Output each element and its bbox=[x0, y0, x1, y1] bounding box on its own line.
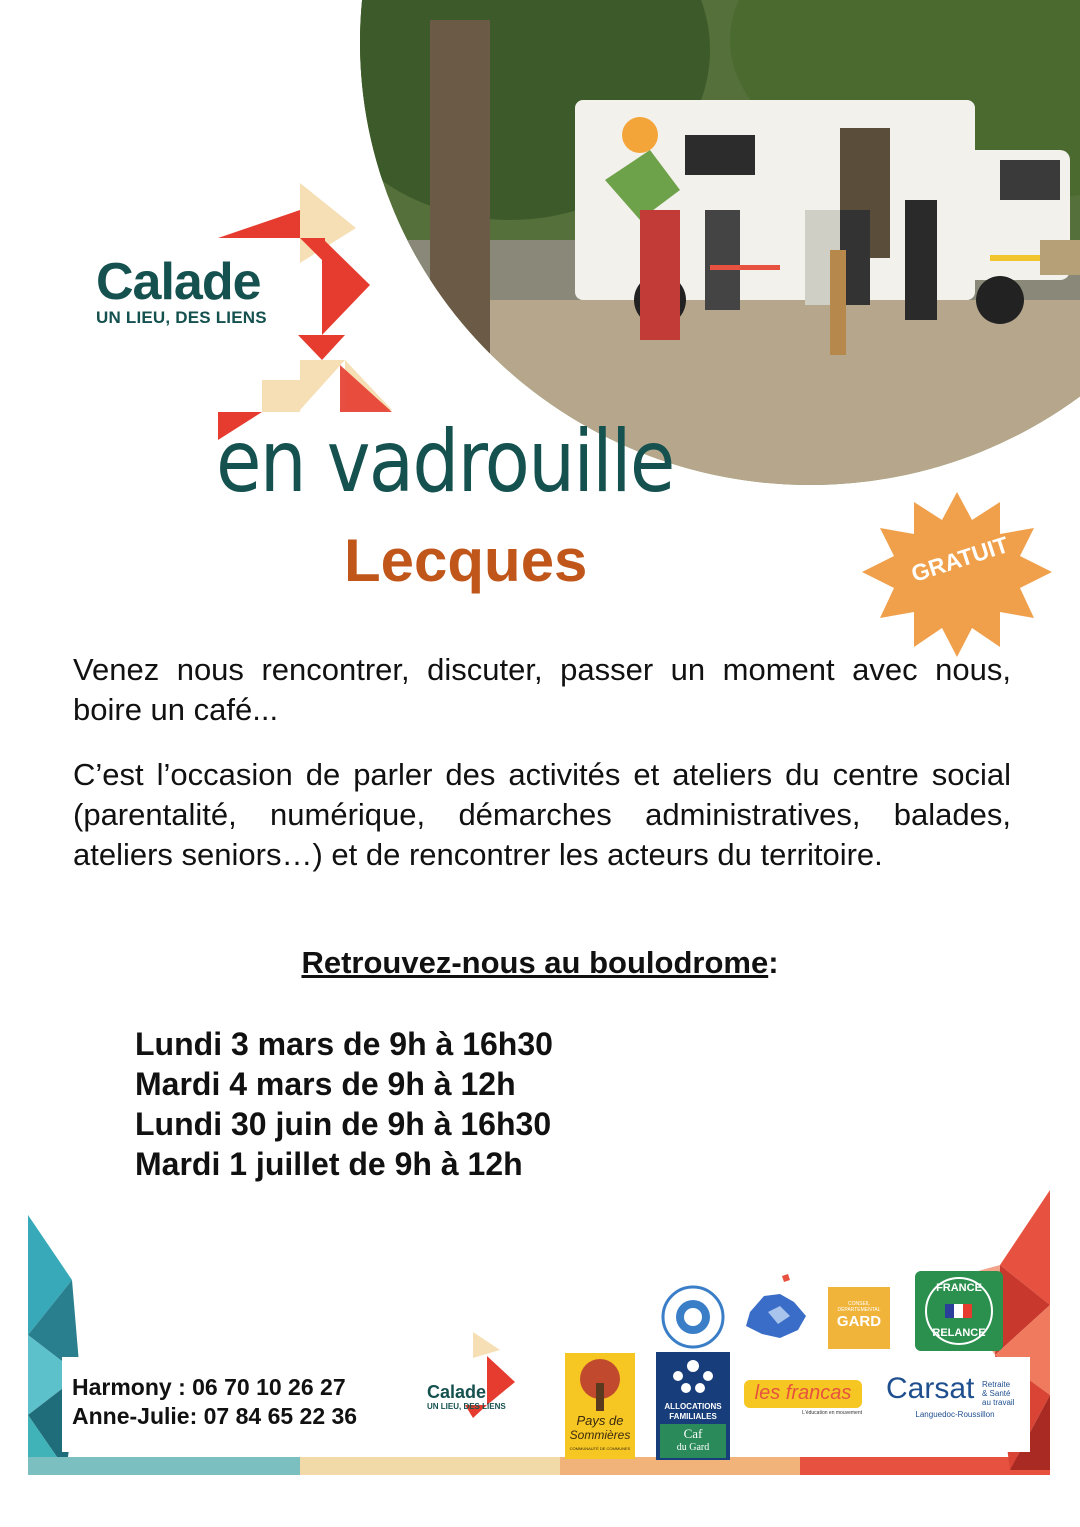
calade-mini-name: Calade bbox=[427, 1382, 487, 1402]
calade-logo-shapes bbox=[0, 0, 430, 450]
intro-paragraph: Venez nous rencontrer, discuter, passer un moment avec nous, boire un café... bbox=[73, 652, 1011, 727]
relance-line1: FRANCE bbox=[936, 1282, 982, 1294]
activities-paragraph: C’est l’occasion de parler des activités et ateliers du centre social (parentalité, numérique, démarches administratives, balades, ateliers seniors…) et de rencontrer les acteurs du territoire. bbox=[73, 757, 1011, 872]
venue-colon: : bbox=[768, 945, 779, 980]
carsat-name: Carsat bbox=[886, 1372, 975, 1405]
partner-logo-calade bbox=[425, 1330, 525, 1420]
pays-line1: Pays de bbox=[576, 1413, 624, 1428]
free-badge-label: GRATUIT bbox=[908, 531, 1012, 587]
pays-sub: COMMUNAUTÉ DE COMMUNES bbox=[569, 1446, 631, 1451]
calade-tagline: UN LIEU, DES LIENS bbox=[96, 308, 267, 327]
tree-icon bbox=[565, 1355, 635, 1415]
schedule-item: Lundi 3 mars de 9h à 16h30 bbox=[135, 1026, 553, 1062]
page-subtitle: en vadrouille bbox=[216, 412, 674, 512]
partner-logo-carsat bbox=[886, 1372, 1021, 1422]
pays-line2: Sommières bbox=[569, 1428, 631, 1442]
schedule-item: Mardi 4 mars de 9h à 12h bbox=[135, 1066, 516, 1102]
caf-bottom2: du Gard bbox=[676, 1442, 710, 1453]
relance-line2: RELANCE bbox=[932, 1327, 986, 1339]
caf-top2: FAMILIALES bbox=[669, 1412, 717, 1421]
gard-sub: CONSEIL DÉPARTEMENTAL bbox=[837, 1301, 881, 1313]
partner-logo-gard bbox=[828, 1287, 890, 1349]
contact-anne-julie: Anne-Julie: 07 84 65 22 36 bbox=[72, 1403, 358, 1429]
calade-wordmark: Calade bbox=[96, 253, 261, 311]
caf-top1: ALLOCATIONS bbox=[664, 1402, 722, 1411]
partner-logo-francas bbox=[744, 1376, 864, 1421]
carsat-region: Languedoc-Roussillon bbox=[915, 1410, 995, 1419]
carsat-side bbox=[982, 1380, 1014, 1407]
partner-logo-caf bbox=[656, 1352, 730, 1460]
town-title: Lecques bbox=[344, 527, 588, 594]
carsat-side-2: & Santé bbox=[982, 1389, 1011, 1398]
partner-logo-france-relance bbox=[915, 1271, 1003, 1351]
schedule-list bbox=[135, 1024, 553, 1184]
contact-block bbox=[72, 1373, 357, 1431]
family-icon bbox=[656, 1356, 730, 1400]
partner-logo-pays-sommieres bbox=[565, 1353, 635, 1459]
gard-name: GARD bbox=[836, 1313, 882, 1330]
calade-mini-tagline: UN LIEU, DES LIENS bbox=[427, 1402, 506, 1411]
francas-sub: L'éducation en mouvement bbox=[802, 1410, 862, 1416]
carsat-side-3: au travail bbox=[982, 1398, 1015, 1407]
schedule-item: Mardi 1 juillet de 9h à 12h bbox=[135, 1146, 523, 1182]
partner-logo-gard-map bbox=[740, 1272, 812, 1350]
venue-label: Retrouvez-nous au boulodrome bbox=[301, 945, 769, 980]
francas-name: les francas bbox=[754, 1382, 852, 1404]
carsat-side-1: Retraite bbox=[982, 1380, 1011, 1389]
caf-bottom1: Caf bbox=[683, 1426, 703, 1441]
schedule-item: Lundi 30 juin de 9h à 16h30 bbox=[135, 1106, 552, 1142]
contact-harmony: Harmony : 06 70 10 26 27 bbox=[72, 1374, 346, 1400]
partner-logo-conference-financeurs bbox=[658, 1284, 728, 1350]
venue-heading bbox=[0, 945, 1080, 981]
